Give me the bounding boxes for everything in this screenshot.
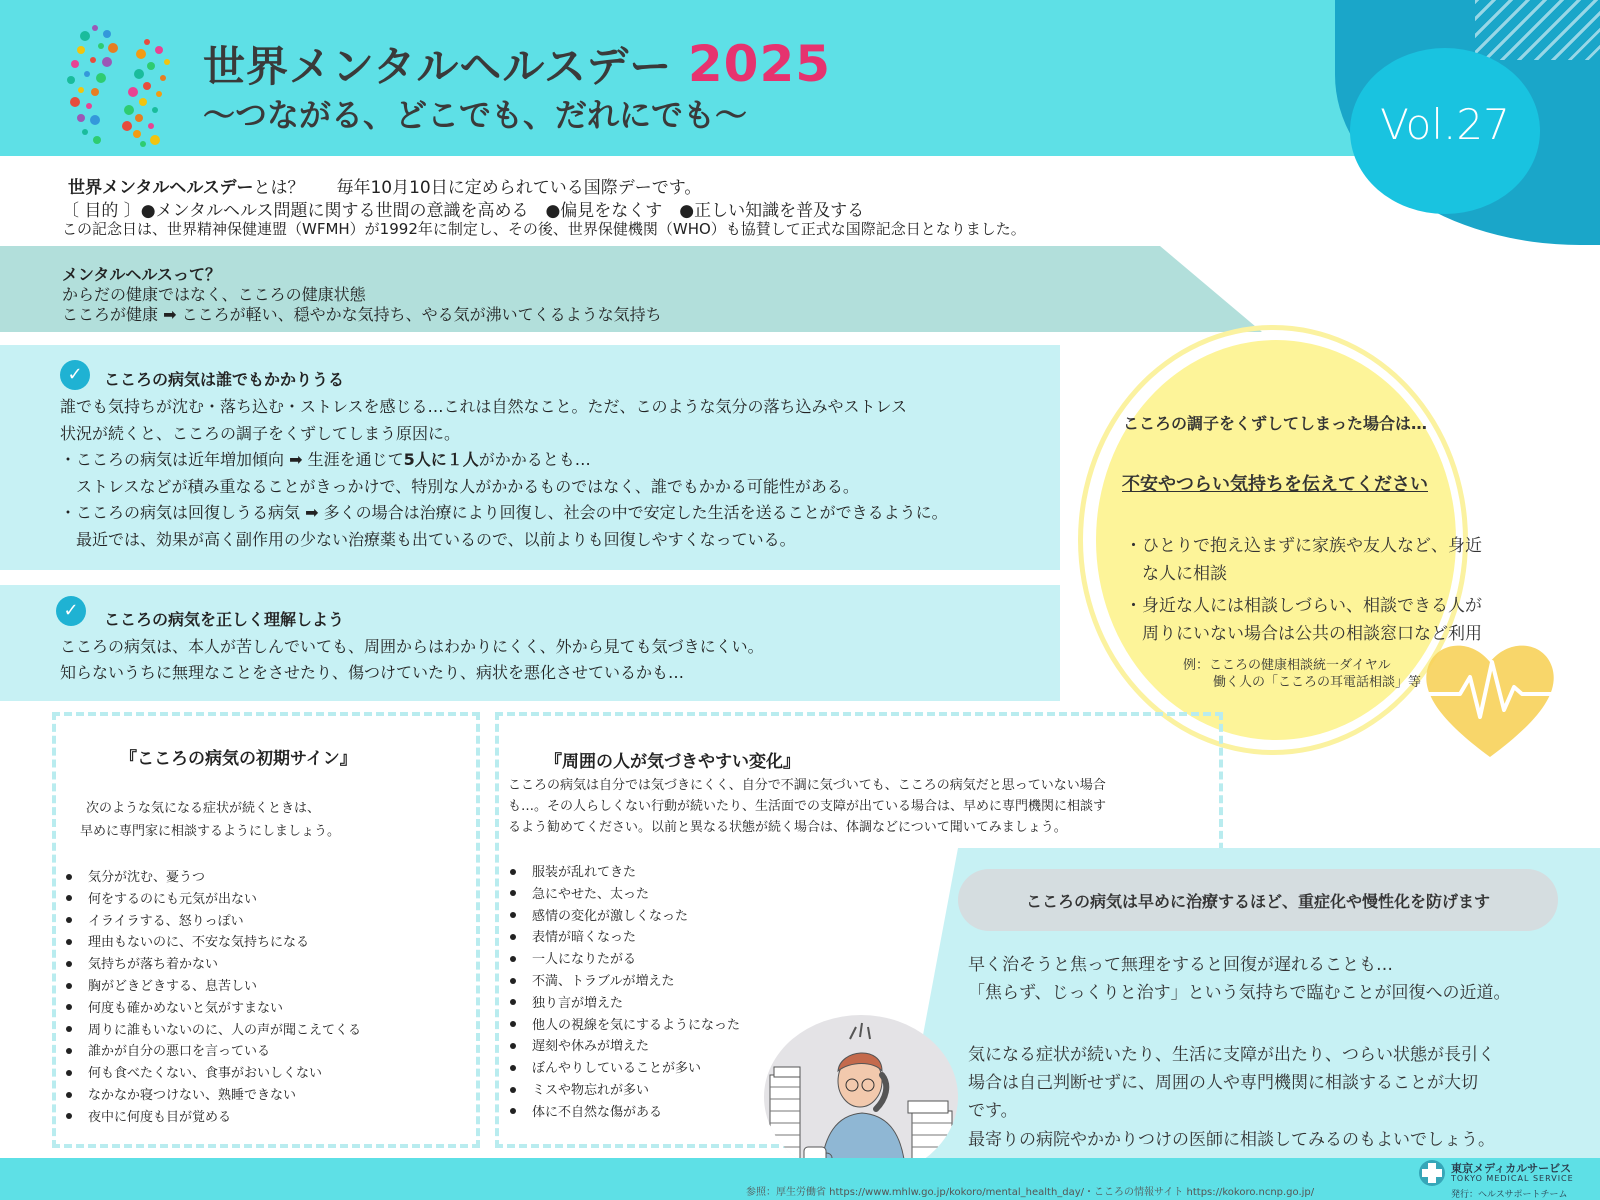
bullet-dot [510, 978, 516, 984]
panel-anyone-emphasis: 5人に１人 [403, 450, 479, 469]
list-item [66, 910, 244, 929]
bullet-dot [66, 1004, 72, 1010]
list-item [66, 953, 218, 972]
early-signs-title: 『こころの病気の初期サイン』 [120, 749, 357, 769]
panel-understand-heading: こころの病気を正しく理解しよう [104, 610, 345, 629]
bullet-dot [510, 1108, 516, 1114]
bullet-dot [510, 956, 516, 962]
bullet-dot [510, 1021, 516, 1027]
bullet-dot [66, 961, 72, 967]
list-item-text: 独り言が増えた [532, 995, 624, 1011]
bullet-dot [510, 1065, 516, 1071]
list-item [510, 970, 674, 989]
treatment-line: 気になる症状が続いたり、生活に支障が出たり、つらい状態が長引く [968, 1045, 1495, 1065]
list-item-text: 理由もないのに、不安な気持ちになる [88, 935, 310, 951]
list-item-text: 何度も確かめないと気がすまない [88, 1000, 284, 1016]
stripe-decoration [1475, 0, 1600, 60]
list-item [66, 975, 257, 994]
list-item [510, 1079, 649, 1098]
early-signs-intro-2: 早めに専門家に相談するようにしましょう。 [80, 824, 341, 839]
volume-number: Vol.27 [1380, 100, 1510, 149]
list-item-text: 何も食べたくない、食事がおいしくない [88, 1066, 323, 1082]
company-logo-cross [1422, 1169, 1442, 1177]
bullet-dot [66, 939, 72, 945]
panel-understand-line: こころの病気は、本人が苦しんでいても、周囲からはわかりにくく、外から見ても気づきにくい。 [60, 637, 764, 656]
bullet-dot [510, 1087, 516, 1093]
list-item [66, 1040, 270, 1059]
list-item-text: 不満、トラブルが増えた [532, 974, 675, 989]
list-item-text: 夜中に何度も目が覚める [88, 1109, 232, 1125]
list-item-text: 誰かが自分の悪口を言っている [88, 1044, 271, 1060]
intro-history: この記念日は、世界精神保健連盟（WFMH）が1992年に制定し、その後、世界保健機関（WHO）も協賛して正式な国際記念日となりました。 [62, 220, 1026, 238]
title-text: 世界メンタルヘルスデー [203, 42, 673, 91]
list-item [510, 948, 636, 967]
bullet-dot [66, 1092, 72, 1098]
list-item [510, 861, 636, 880]
bullet-dot [510, 1043, 516, 1049]
publisher-team: 発行：ヘルスサポートチーム [1451, 1190, 1568, 1200]
list-item [510, 926, 636, 945]
changes-desc-line: も…。その人らしくない行動が続いたり、生活面での支障が出ている場合は、早めに専門機関に相談す [508, 799, 1107, 814]
bullet-dot [510, 869, 516, 875]
panel-anyone-emphasis-suffix: がかかるとも… [478, 450, 591, 469]
list-item [66, 1019, 361, 1038]
bullet-dot [66, 983, 72, 989]
list-item [510, 992, 623, 1011]
list-item [510, 883, 649, 902]
list-item-text: ミスや物忘れが多い [532, 1083, 650, 1098]
list-item-text: 気分が沈む、憂うつ [88, 870, 206, 885]
changes-title: 『周囲の人が気づきやすい変化』 [545, 752, 800, 772]
list-item [66, 1106, 231, 1125]
list-item-text: 周りに誰もいないのに、人の声が聞こえてくる [88, 1022, 362, 1038]
advice-example-1: 例：こころの健康相談統一ダイヤル [1183, 658, 1391, 673]
treatment-line: です。 [968, 1101, 1018, 1121]
check-icon: ✓ [60, 360, 90, 390]
intro-purpose: 〔 目的 〕●メンタルヘルス問題に関する世間の意識を高める ●偏見をなくす ●正しい知識を普及する [62, 201, 865, 221]
list-item [510, 1101, 662, 1120]
panel-anyone-line: ストレスなどが積み重なることがきっかけで、特別な人がかかるものではなく、誰でもかかる可能性がある。 [76, 477, 859, 496]
list-item-text: 何をするのにも元気が出ない [88, 891, 258, 907]
treatment-line: 早く治そうと焦って無理をすると回復が遅れることも… [968, 955, 1393, 975]
panel-anyone-line: 状況が続くと、こころの調子をくずしてしまう原因に。 [60, 424, 461, 443]
list-item [510, 1014, 740, 1033]
check-icon: ✓ [56, 596, 86, 626]
bullet-dot [510, 934, 516, 940]
list-item-text: 感情の変化が激しくなった [532, 908, 689, 924]
list-item-text: なかなか寝つけない、熟睡できない [88, 1088, 297, 1103]
panel-understand-line: 知らないうちに無理なことをさせたり、傷つけていたり、病状を悪化させているかも… [60, 663, 685, 682]
advice-headline: 不安やつらい気持ちを伝えてください [1122, 474, 1428, 495]
list-item-text: 体に不自然な傷がある [532, 1104, 663, 1120]
bullet-dot [510, 999, 516, 1005]
list-item-text: 表情が暗くなった [532, 930, 637, 946]
panel-anyone-line: 誰でも気持ちが沈む・落ち込む・ストレスを感じる…これは自然なこと。ただ、このような気分の落ち込みやストレス [60, 397, 908, 416]
early-signs-intro-1: 次のような気になる症状が続くときは、 [86, 801, 321, 816]
bullet-dot [66, 874, 72, 880]
panel-anyone-line: ・こころの病気は回復しうる病気 ➡ 多くの場合は治療により回復し、社会の中で安定した生活を送ることができるように。 [60, 503, 948, 522]
title-year: 2025 [687, 35, 832, 93]
list-item-text: 服装が乱れてきた [532, 865, 637, 880]
advice-line: 周りにいない場合は公共の相談窓口など利用 [1142, 624, 1482, 644]
mental-health-heading: メンタルヘルスって？ [62, 265, 222, 284]
list-item-text: イライラする、怒りっぽい [88, 913, 244, 929]
list-item [66, 997, 283, 1016]
list-item-text: 一人になりたがる [532, 952, 637, 968]
bullet-dot [66, 895, 72, 901]
company-name: 東京メディカルサービス [1451, 1162, 1572, 1175]
list-item-text: 急にやせた、太った [532, 886, 650, 902]
early-signs-box [52, 712, 480, 1148]
intro-what-suffix: とは？ [253, 178, 305, 198]
dotted-heads-logo-icon [55, 22, 183, 148]
bullet-dot [510, 890, 516, 896]
treatment-line: 「焦らず、じっくりと治す」という気持ちで臨むことが回復への近道。 [968, 983, 1511, 1003]
list-item [66, 1062, 322, 1081]
list-item-text: 他人の視線を気にするようになった [532, 1017, 741, 1033]
list-item-text: 胸がどきどきする、息苦しい [88, 979, 258, 994]
company-name-en: TOKYO MEDICAL SERVICE [1451, 1174, 1574, 1183]
panel-anyone-heading: こころの病気は誰でもかかりうる [104, 370, 345, 389]
bullet-dot [66, 1048, 72, 1054]
mental-health-line-2: こころが健康 ➡ こころが軽い、穏やかな気持ち、やる気が沸いてくるような気持ち [62, 305, 662, 324]
changes-desc-line: るよう勧めてください。以前と異なる状態が続く場合は、体調などについて聞いてみましょう。 [508, 820, 1067, 835]
changes-desc-line: こころの病気は自分では気づきにくく、自分で不調に気づいても、こころの病気だと思っていない場合 [508, 778, 1106, 793]
advice-line: ・身近な人には相談しづらい、相談できる人が [1125, 596, 1482, 616]
list-item [510, 1057, 701, 1076]
treatment-line: 場合は自己判断せずに、周囲の人や専門機関に相談することが大切 [968, 1073, 1478, 1093]
bullet-dot [66, 917, 72, 923]
page-title [203, 34, 831, 94]
list-item [66, 1084, 296, 1103]
list-item-text: 気持ちが落ち着かない [88, 957, 219, 973]
list-item [510, 1035, 649, 1054]
list-item [66, 931, 309, 950]
intro-what-answer: 毎年10月10日に定められている国際デーです。 [336, 178, 702, 198]
treatment-line: 最寄りの病院やかかりつけの医師に相談してみるのもよいでしょう。 [968, 1130, 1495, 1150]
reference-text: 参照：厚生労働省 https://www.mhlw.go.jp/kokoro/mental_health_day/・こころの情報サイト https://kokoro.ncnp.go.jp/ [746, 1187, 1315, 1198]
panel-anyone-line [60, 447, 591, 470]
list-item-text: ぼんやりしていることが多い [532, 1061, 702, 1077]
advice-line: な人に相談 [1142, 564, 1227, 584]
advice-example-2: 働く人の「こころの耳電話相談」等 [1213, 675, 1422, 690]
bullet-dot [66, 1113, 72, 1119]
treatment-headline: こころの病気は早めに治療するほど、重症化や慢性化を防げます [1025, 892, 1490, 911]
bullet-dot [66, 1026, 72, 1032]
heart-pulse-icon [1420, 632, 1560, 762]
advice-question: こころの調子をくずしてしまった場合は… [1122, 414, 1427, 433]
page-subtitle: 〜つながる、どこでも、だれにでも〜 [203, 96, 748, 134]
list-item [66, 866, 205, 885]
bullet-dot [510, 912, 516, 918]
intro-what-label: 世界メンタルヘルスデー [68, 178, 254, 198]
tired-worker-illustration [764, 1015, 958, 1179]
bullet-dot [66, 1070, 72, 1076]
list-item [66, 888, 257, 907]
intro-what [62, 173, 701, 198]
panel-anyone-line-prefix: ・こころの病気は近年増加傾向 ➡ 生涯を通じて [60, 450, 404, 469]
list-item-text: 遅刻や休みが増えた [532, 1039, 650, 1055]
panel-anyone-line: 最近では、効果が高く副作用の少ない治療薬も出ているので、以前よりも回復しやすくなっている。 [76, 530, 796, 549]
advice-line: ・ひとりで抱え込まずに家族や友人など、身近 [1125, 536, 1482, 556]
list-item [510, 905, 688, 924]
mental-health-line-1: からだの健康ではなく、こころの健康状態 [62, 285, 366, 304]
